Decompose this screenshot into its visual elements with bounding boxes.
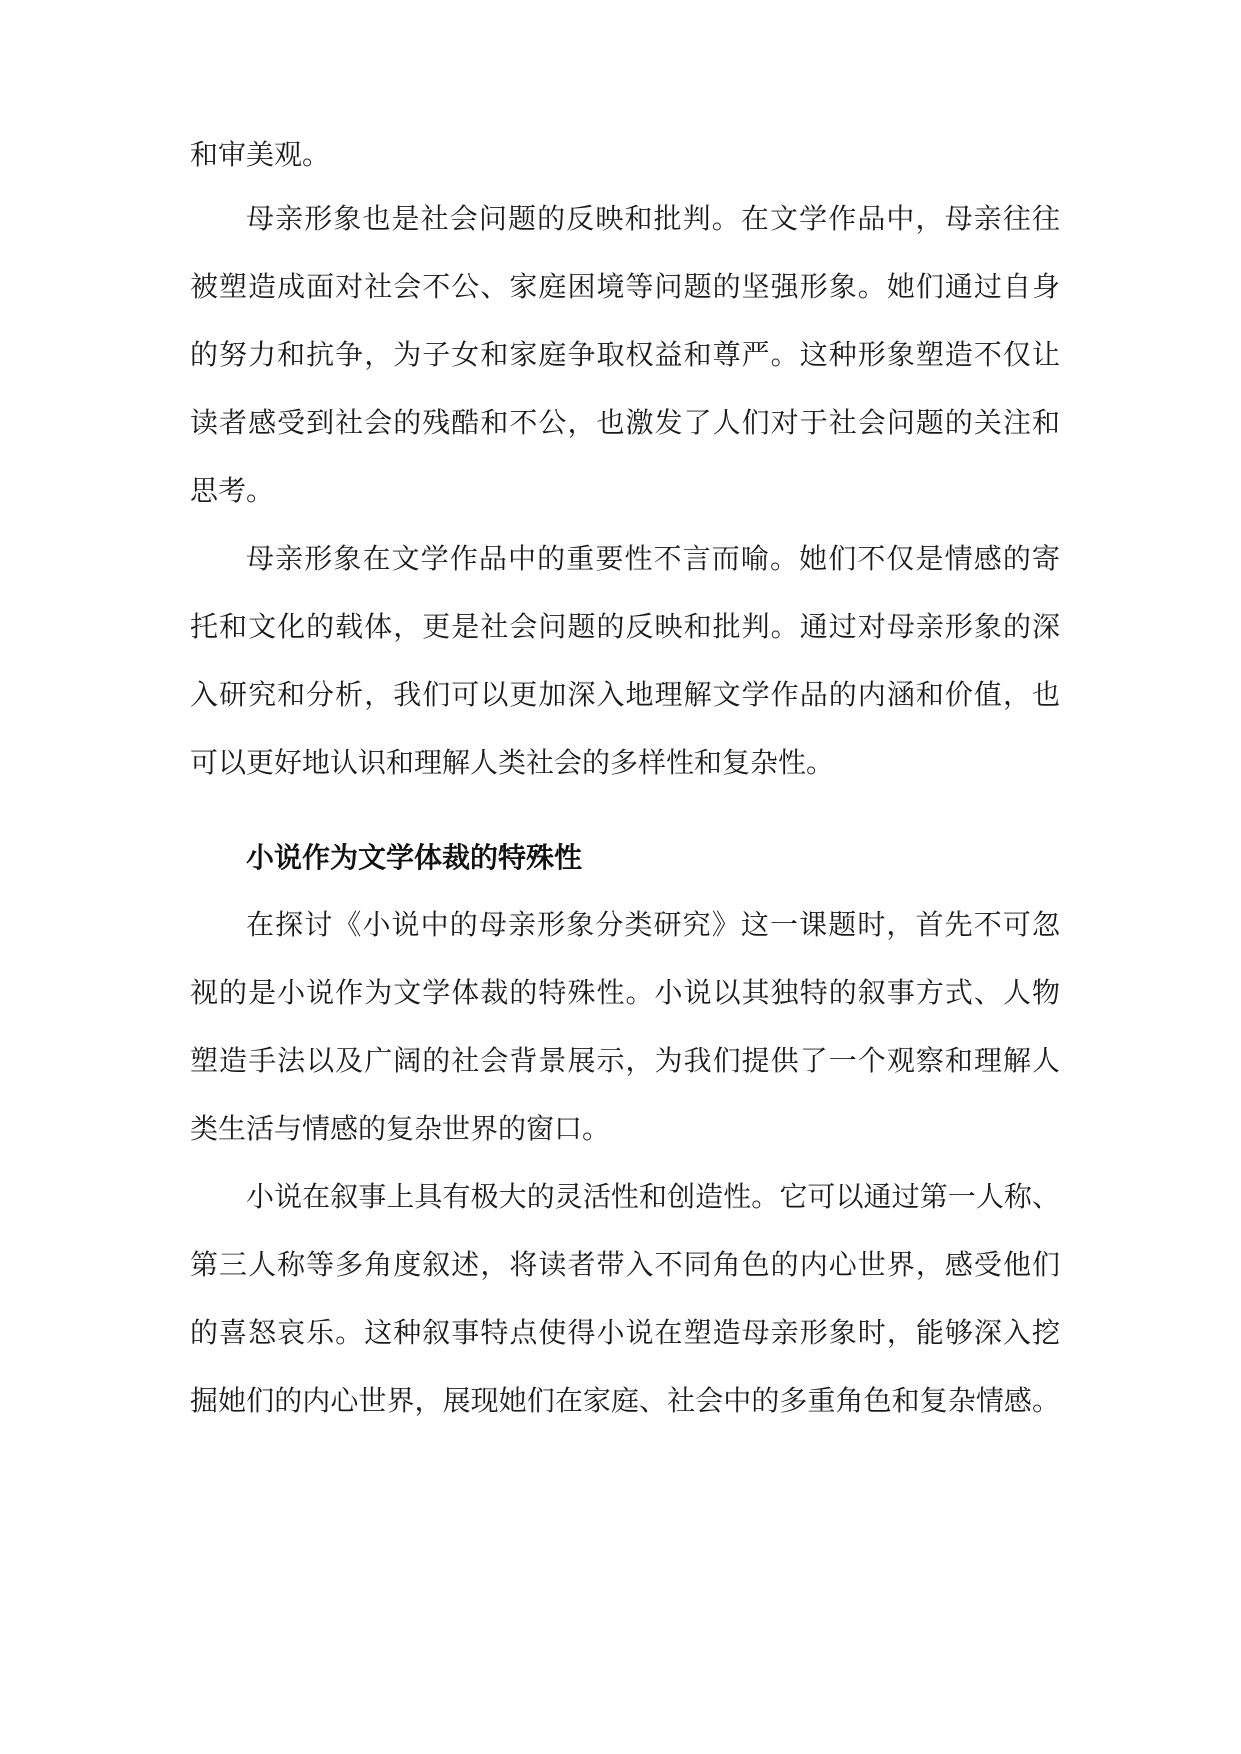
paragraph-2-line-5: 思考。 bbox=[190, 474, 275, 507]
paragraph-1-line-1: 和审美观。 bbox=[190, 138, 331, 171]
paragraph-3-line-2: 托和文化的载体，更是社会问题的反映和批判。通过对母亲形象的深 bbox=[190, 610, 1060, 643]
paragraph-2-line-2: 被塑造成面对社会不公、家庭困境等问题的坚强形象。她们通过自身 bbox=[190, 270, 1060, 303]
section-paragraph-2-line-4: 掘她们的内心世界，展现她们在家庭、社会中的多重角色和复杂情感。 bbox=[190, 1384, 1060, 1417]
section-paragraph-1-line-1: 在探讨《小说中的母亲形象分类研究》这一课题时，首先不可忽 bbox=[246, 908, 1060, 941]
section-paragraph-1-line-4: 类生活与情感的复杂世界的窗口。 bbox=[190, 1112, 611, 1145]
section-paragraph-2-line-3: 的喜怒哀乐。这种叙事特点使得小说在塑造母亲形象时，能够深入挖 bbox=[190, 1316, 1060, 1349]
paragraph-2-line-3: 的努力和抗争，为子女和家庭争取权益和尊严。这种形象塑造不仅让 bbox=[190, 338, 1060, 371]
section-paragraph-2-line-2: 第三人称等多角度叙述，将读者带入不同角色的内心世界，感受他们 bbox=[190, 1248, 1060, 1281]
paragraph-3-line-1: 母亲形象在文学作品中的重要性不言而喻。她们不仅是情感的寄 bbox=[246, 542, 1060, 575]
section-heading: 小说作为文学体裁的特殊性 bbox=[246, 841, 583, 874]
section-paragraph-1-line-2: 视的是小说作为文学体裁的特殊性。小说以其独特的叙事方式、人物 bbox=[190, 976, 1060, 1009]
paragraph-3-line-3: 入研究和分析，我们可以更加深入地理解文学作品的内涵和价值，也 bbox=[190, 678, 1060, 711]
paragraph-3-line-4: 可以更好地认识和理解人类社会的多样性和复杂性。 bbox=[190, 746, 835, 779]
paragraph-2-line-4: 读者感受到社会的残酷和不公，也激发了人们对于社会问题的关注和 bbox=[190, 406, 1060, 439]
section-paragraph-2-line-1: 小说在叙事上具有极大的灵活性和创造性。它可以通过第一人称、 bbox=[246, 1180, 1060, 1213]
paragraph-2-line-1: 母亲形象也是社会问题的反映和批判。在文学作品中，母亲往往 bbox=[246, 202, 1060, 235]
section-paragraph-1-line-3: 塑造手法以及广阔的社会背景展示，为我们提供了一个观察和理解人 bbox=[190, 1044, 1060, 1077]
